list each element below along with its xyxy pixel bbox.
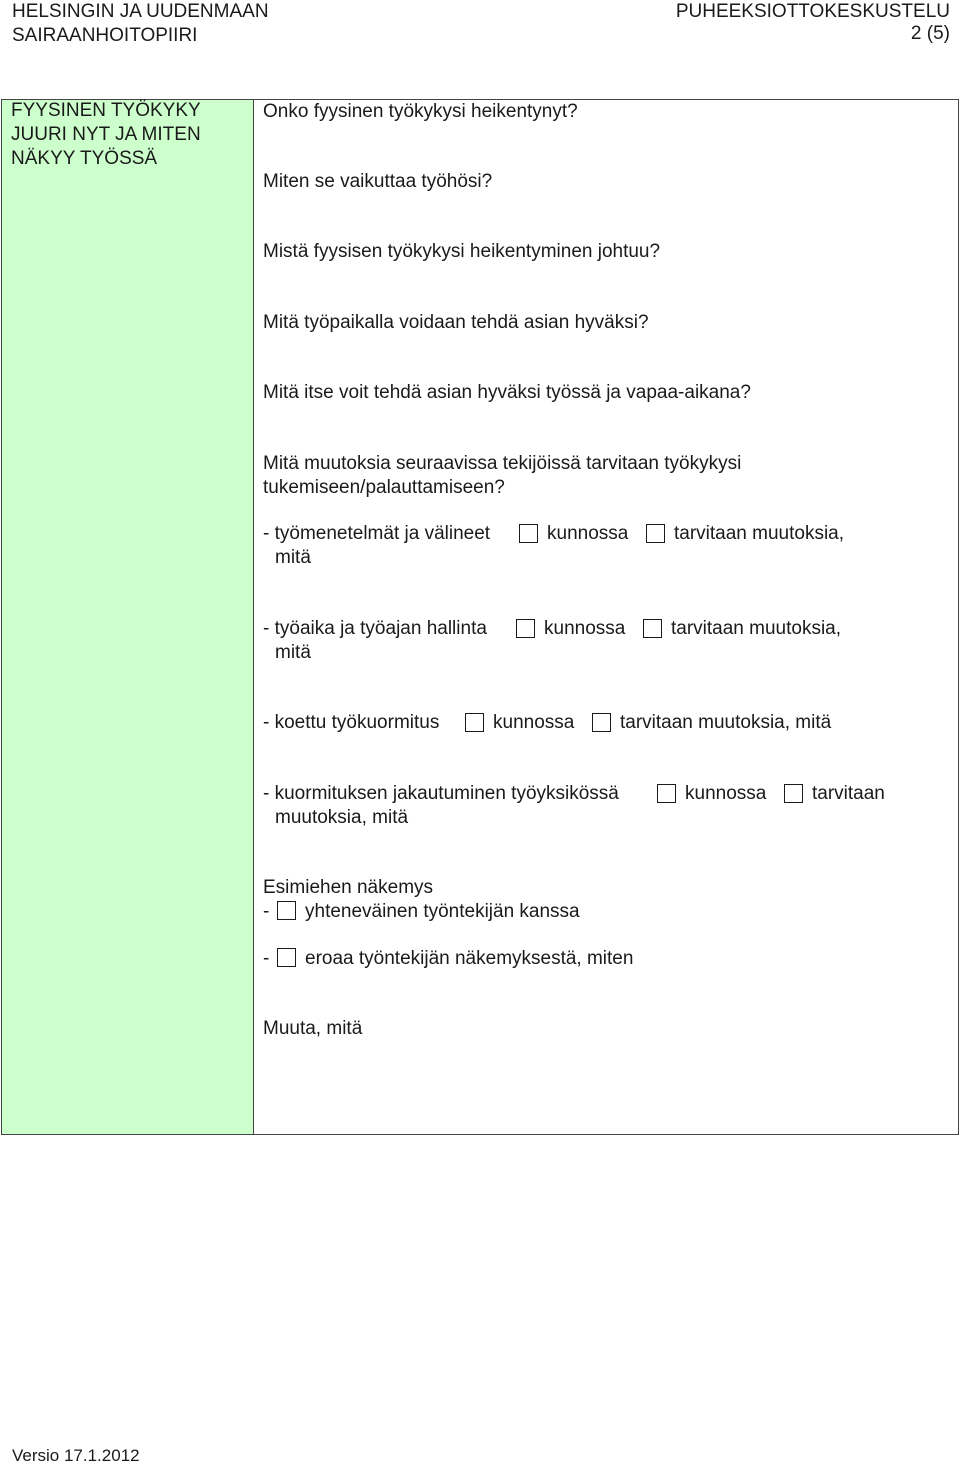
factor-worktime-ok-checkbox[interactable] bbox=[516, 619, 535, 638]
supervisor-heading: Esimiehen näkemys bbox=[263, 877, 434, 898]
org-name-line2: SAIRAANHOITOPIIRI bbox=[12, 25, 198, 46]
factor-worktime-ok-label: kunnossa bbox=[544, 618, 626, 639]
factor-methods-ok-checkbox[interactable] bbox=[519, 524, 538, 543]
factor-distribution-change-label: tarvitaan bbox=[812, 783, 885, 804]
factor-worktime-change-label: tarvitaan muutoksia, bbox=[671, 618, 842, 639]
question-5: Mitä itse voit tehdä asian hyväksi työssä ja vapaa-aikana? bbox=[263, 382, 751, 403]
question-4: Mitä työpaikalla voidaan tehdä asian hyväksi? bbox=[263, 312, 649, 333]
factor-worktime-label: - työaika ja työajan hallinta bbox=[263, 618, 487, 639]
supervisor-opt1-dash: - bbox=[263, 901, 270, 922]
factor-distribution-label: - kuormituksen jakautuminen työyksikössä bbox=[263, 783, 619, 804]
question-3: Mistä fyysisen työkykysi heikentyminen johtuu? bbox=[263, 241, 661, 262]
factor-workload-label: - koettu työkuormitus bbox=[263, 712, 440, 733]
section-cell bbox=[2, 100, 254, 1134]
factor-methods-ok-label: kunnossa bbox=[547, 523, 629, 544]
factor-methods-label: - työmenetelmät ja välineet bbox=[263, 523, 491, 544]
supervisor-differ-label: eroaa työntekijän näkemyksestä, miten bbox=[305, 948, 634, 969]
factor-methods-change-checkbox[interactable] bbox=[646, 524, 665, 543]
supervisor-opt2-dash: - bbox=[263, 948, 270, 969]
question-1: Onko fyysinen työkykysi heikentynyt? bbox=[263, 101, 578, 122]
factor-workload-change-label: tarvitaan muutoksia, mitä bbox=[620, 712, 832, 733]
question-6-line2: tukemiseen/palauttamiseen? bbox=[263, 477, 505, 498]
factor-distribution-cont: muutoksia, mitä bbox=[275, 807, 409, 828]
org-name-line1: HELSINGIN JA UUDENMAAN bbox=[12, 1, 269, 22]
question-2: Miten se vaikuttaa työhösi? bbox=[263, 171, 493, 192]
factor-distribution-ok-label: kunnossa bbox=[685, 783, 767, 804]
document-type: PUHEEKSIOTTOKESKUSTELU bbox=[675, 1, 950, 22]
factor-worktime-change-checkbox[interactable] bbox=[643, 619, 662, 638]
version-footer: Versio 17.1.2012 bbox=[12, 1446, 140, 1465]
factor-methods-cont: mitä bbox=[275, 547, 311, 568]
other-label: Muuta, mitä bbox=[263, 1018, 363, 1039]
supervisor-differ-checkbox[interactable] bbox=[277, 948, 296, 967]
factor-worktime-cont: mitä bbox=[275, 642, 311, 663]
factor-methods-change-label: tarvitaan muutoksia, bbox=[674, 523, 845, 544]
page-number: 2 (5) bbox=[910, 23, 950, 44]
section-title: FYYSINEN TYÖKYKY JUURI NYT JA MITEN NÄKYY TYÖSSÄ bbox=[11, 100, 201, 169]
factor-distribution-ok-checkbox[interactable] bbox=[657, 784, 676, 803]
factor-distribution-change-checkbox[interactable] bbox=[784, 784, 803, 803]
factor-workload-ok-label: kunnossa bbox=[493, 712, 575, 733]
question-6-line1: Mitä muutoksia seuraavissa tekijöissä tarvitaan työkykysi bbox=[263, 453, 742, 474]
supervisor-agree-label: yhteneväinen työntekijän kanssa bbox=[305, 901, 580, 922]
factor-workload-change-checkbox[interactable] bbox=[592, 713, 611, 732]
supervisor-agree-checkbox[interactable] bbox=[277, 901, 296, 920]
factor-workload-ok-checkbox[interactable] bbox=[465, 713, 484, 732]
